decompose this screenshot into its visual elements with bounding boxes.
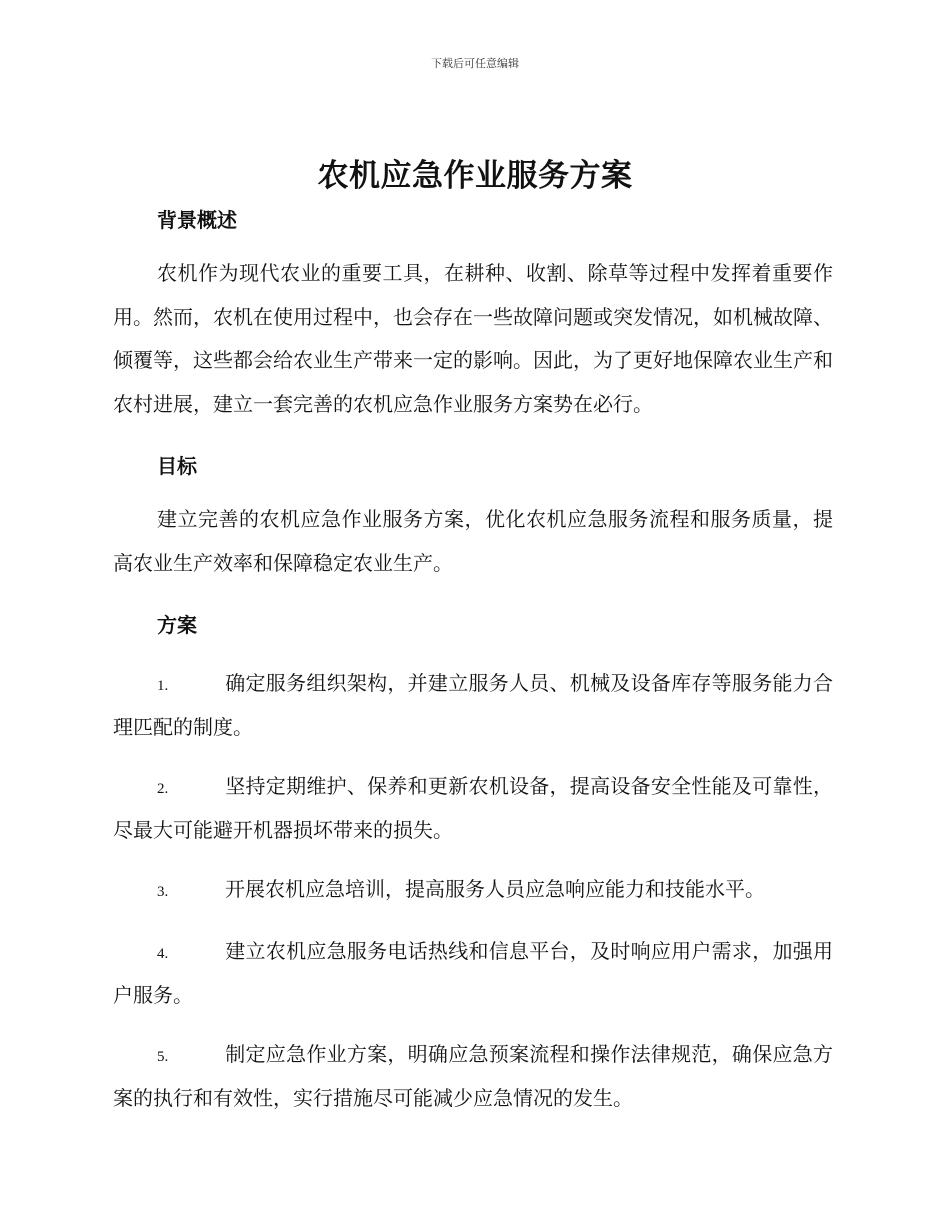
- list-item-number: 5.: [157, 1049, 169, 1065]
- list-item-number: 4.: [157, 946, 169, 962]
- list-item-text: 坚持定期维护、保养和更新农机设备，提高设备安全性能及可靠性，尽最大可能避开机器损坏带来的损失。: [113, 774, 833, 842]
- document-body: [113, 200, 833, 1119]
- plan-list-item: [113, 766, 833, 851]
- document-title: 农机应急作业服务方案: [317, 158, 633, 194]
- header-note: 下载后可任意编辑: [431, 57, 519, 70]
- list-item-number: 3.: [157, 884, 169, 900]
- list-item-text: 确定服务组织架构，并建立服务人员、机械及设备库存等服务能力合理匹配的制度。: [113, 671, 833, 739]
- list-item-text: 建立农机应急服务电话热线和信息平台，及时响应用户需求，加强用户服务。: [113, 939, 833, 1007]
- goal-paragraph: 建立完善的农机应急作业服务方案，优化农机应急服务流程和服务质量，提高农业生产效率和保障稳定农业生产。: [113, 507, 833, 575]
- list-item-number: 1.: [157, 678, 169, 694]
- list-item-text: 开展农机应急培训，提高服务人员应急响应能力和技能水平。: [225, 877, 765, 901]
- plan-list-item: [113, 869, 833, 913]
- list-item-text: 制定应急作业方案，明确应急预案流程和操作法律规范，确保应急方案的执行和有效性，实行措施尽可能减少应急情况的发生。: [113, 1042, 833, 1110]
- section-heading-background: 背景概述: [157, 208, 237, 232]
- plan-list-item: [113, 931, 833, 1016]
- background-paragraph: 农机作为现代农业的重要工具，在耕种、收割、除草等过程中发挥着重要作用。然而，农机在使用过程中，也会存在一些故障问题或突发情况，如机械故障、倾覆等，这些都会给农业生产带来一定的影响。因此，为了更好地保障农业生产和农村进展，建立一套完善的农机应急作业服务方案势在必行。: [113, 261, 833, 416]
- list-item-number: 2.: [157, 781, 169, 797]
- section-heading-goal: 目标: [157, 454, 197, 478]
- section-heading-plan: 方案: [157, 613, 197, 637]
- plan-list-item: [113, 1034, 833, 1119]
- plan-list-item: [113, 663, 833, 748]
